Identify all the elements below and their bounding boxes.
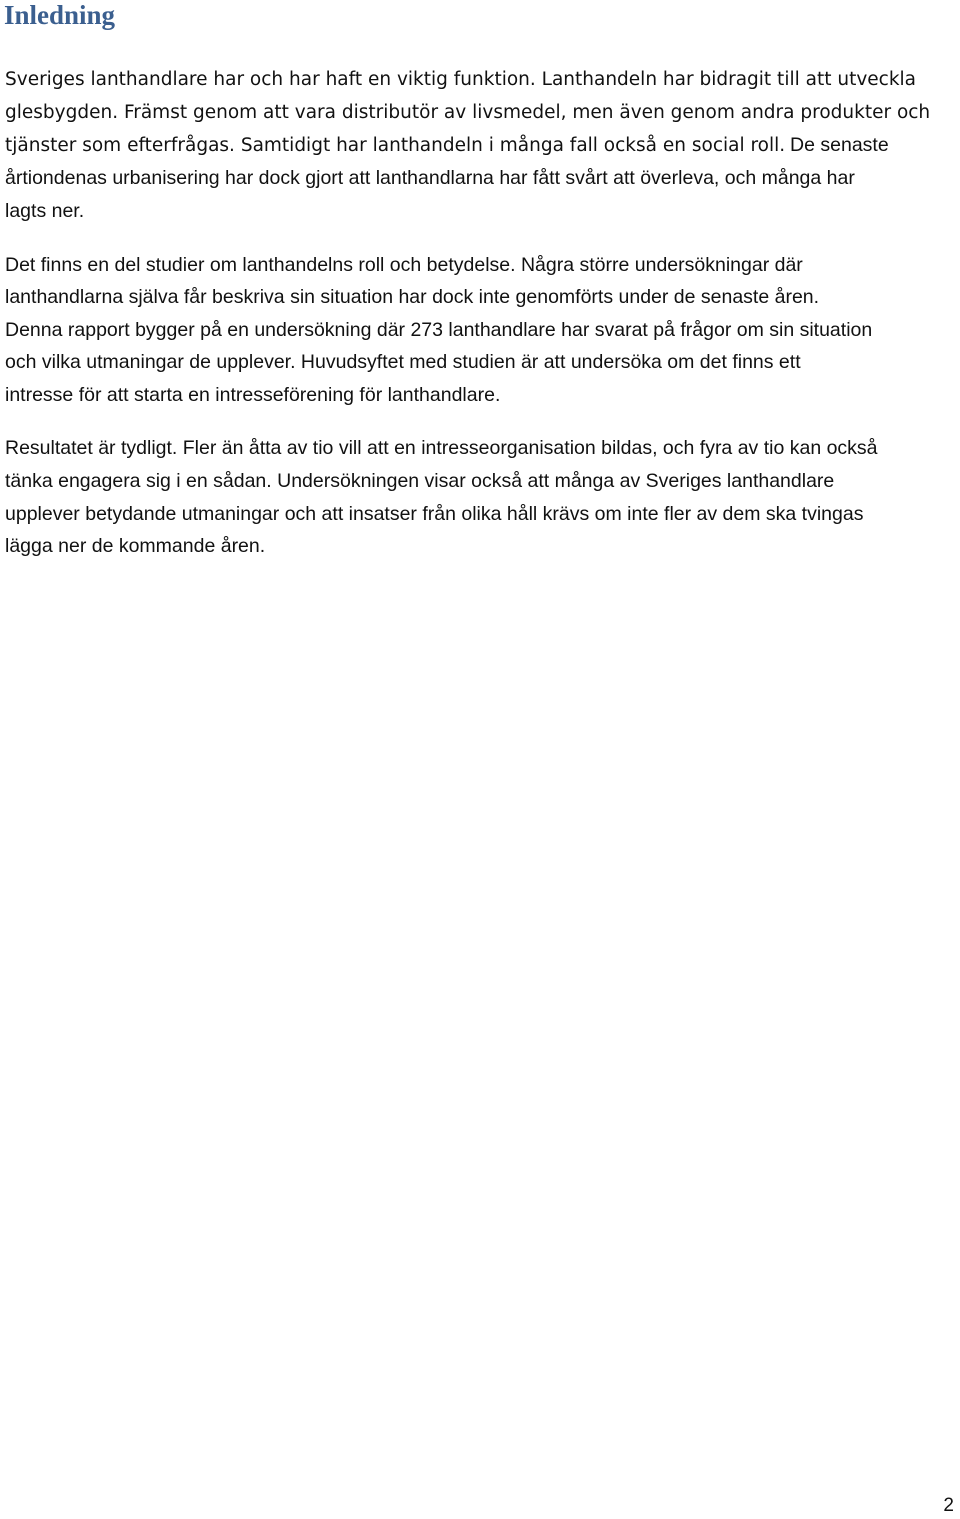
paragraph-2-line-1: Det finns en del studier om lanthandelns roll och betydelse. Några större undersökningar där (5, 254, 803, 276)
paragraph-3-line-3: upplever betydande utmaningar och att insatser från olika håll krävs om inte fler av dem ska tvingas (5, 503, 864, 525)
paragraph-1-line-1: Sveriges lanthandlare har och har haft en viktig funktion. Lanthandeln har bidragit till att utveckla (5, 69, 917, 90)
paragraph-1-line-2: glesbygden. Främst genom att vara distributör av livsmedel, men även genom andra produkter och (5, 102, 931, 123)
paragraph-2-line-5: intresse för att starta en intresseförening för lanthandlare. (5, 384, 501, 406)
paragraph-1-line-3 (5, 132, 889, 159)
paragraph-1-line-5: lagts ner. (5, 200, 85, 222)
paragraph-3-line-4: lägga ner de kommande åren. (5, 535, 266, 557)
paragraph-1-line-3-continuation: De senaste (790, 134, 889, 156)
paragraph-1-line-3-text: tjänster som efterfrågas. Samtidigt har lanthandeln i många fall också en social roll. (5, 135, 786, 156)
paragraph-2-line-3: Denna rapport bygger på en undersökning där 273 lanthandlare har svarat på frågor om sin situation (5, 319, 873, 341)
page-number: 2 (943, 1495, 954, 1516)
paragraph-3-line-1: Resultatet är tydligt. Fler än åtta av tio vill att en intresseorganisation bildas, och fyra av tio kan också (5, 437, 878, 459)
paragraph-2-line-2: lanthandlarna själva får beskriva sin situation har dock inte genomförts under de senaste åren. (5, 286, 820, 308)
paragraph-1-line-4: årtiondenas urbanisering har dock gjort att lanthandlarna har fått svårt att överleva, och många har (5, 167, 855, 189)
paragraph-3-line-2: tänka engagera sig i en sådan. Undersökningen visar också att många av Sveriges lanthandlare (5, 470, 835, 492)
paragraph-2-line-4: och vilka utmaningar de upplever. Huvudsyftet med studien är att undersöka om det finns ett (5, 351, 801, 373)
section-heading: Inledning (4, 0, 116, 30)
